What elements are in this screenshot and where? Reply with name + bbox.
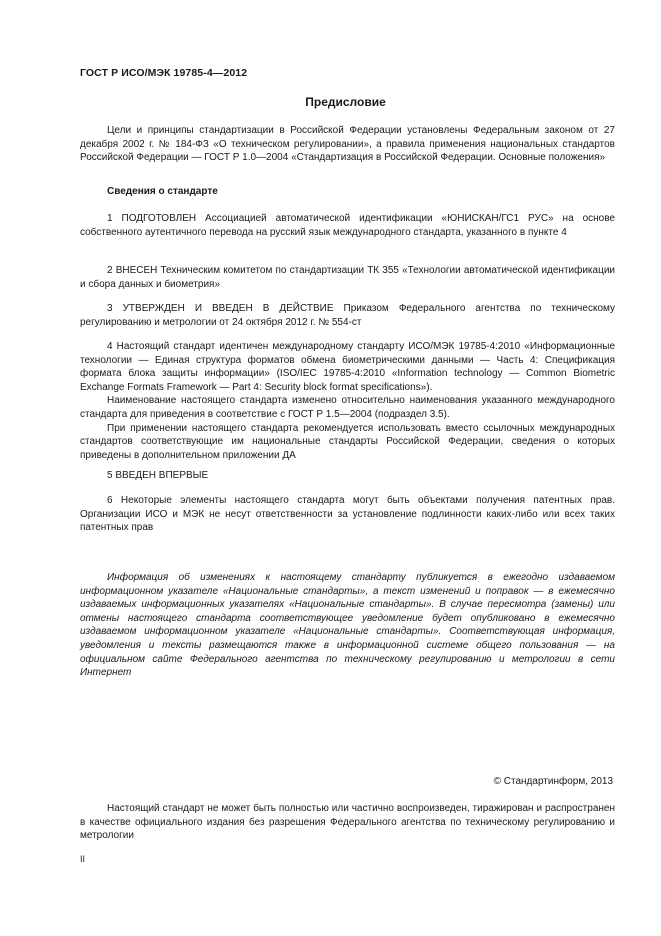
item-3-section bbox=[80, 302, 615, 329]
page-title: Предисловие bbox=[305, 95, 386, 109]
standard-info-heading: Сведения о стандарте bbox=[107, 186, 218, 197]
reproduction-notice-paragraph: Настоящий стандарт не может быть полностью или частично воспроизведен, тиражирован и распространен в качестве официального издания без разрешения Федерального агентства по техническому регулированию и метрологии bbox=[80, 803, 615, 842]
copyright-line: © Стандартинформ, 2013 bbox=[493, 776, 613, 787]
page-number: II bbox=[80, 854, 86, 864]
intro-section bbox=[80, 124, 615, 165]
item-4-section bbox=[80, 340, 615, 462]
item-4-paragraph: 4 Настоящий стандарт идентичен международному стандарту ИСО/МЭК 19785-4:2010 «Информационные технологии — Единая структура форматов обмена биометрическими данными — Часть 4: Спецификация формата блока защиты информации» (ISO/IEC 19785-4:2010 «Information technology — Common Biometric Exchange Formats Framework — Part 4: Security block format specifications»). bbox=[80, 341, 615, 393]
item-1-paragraph: 1 ПОДГОТОВЛЕН Ассоциацией автоматической идентификации «ЮНИСКАН/ГС1 РУС» на основе собственного аутентичного перевода на русский язык международного стандарта, указанного в пункте 4 bbox=[80, 213, 615, 238]
item-2-section bbox=[80, 264, 615, 291]
item-3-paragraph: 3 УТВЕРЖДЕН И ВВЕДЕН В ДЕЙСТВИЕ Приказом Федерального агентства по техническому регулированию и метрологии от 24 октября 2012 г. № 554-ст bbox=[80, 303, 615, 328]
document-id-header: ГОСТ Р ИСО/МЭК 19785-4—2012 bbox=[80, 67, 248, 79]
item-4-name-change-paragraph: Наименование настоящего стандарта изменено относительно наименования указанного международного стандарта для приведения в соответствие с ГОСТ Р 1.5—2004 (подраздел 3.5). bbox=[80, 395, 615, 420]
item-4-application-paragraph: При применении настоящего стандарта рекомендуется использовать вместо ссылочных международных стандартов соответствующие им национальные стандарты Российской Федерации, сведения о которых приведены в дополнительном приложении ДА bbox=[80, 422, 615, 461]
reproduction-notice-section bbox=[80, 802, 615, 843]
amendments-notice-section bbox=[80, 571, 615, 680]
item-2-paragraph: 2 ВНЕСЕН Техническим комитетом по стандартизации ТК 355 «Технологии автоматической идентификации и сбора данных и биометрия» bbox=[80, 265, 615, 290]
item-6-section bbox=[80, 494, 615, 535]
standard-info-heading-section bbox=[80, 185, 615, 199]
item-6-paragraph: 6 Некоторые элементы настоящего стандарта могут быть объектами получения патентных прав. Организации ИСО и МЭК не несут ответственности за установление подлинности каких-либо или всех таких патентных прав bbox=[80, 495, 615, 534]
item-1-section bbox=[80, 212, 615, 239]
item-5-paragraph: 5 ВВЕДЕН ВПЕРВЫЕ bbox=[107, 470, 209, 481]
intro-paragraph: Цели и принципы стандартизации в Российской Федерации установлены Федеральным законом от 27 декабря 2002 г. № 184-ФЗ «О техническом регулировании», а правила применения национальных стандартов Российской Федерации — ГОСТ Р 1.0—2004 «Стандартизация в Российской Федерации. Основные положения» bbox=[80, 125, 615, 164]
amendments-notice-paragraph: Информация об изменениях к настоящему стандарту публикуется в ежегодно издаваемом информационном указателе «Национальные стандарты», а текст изменений и поправок — в ежемесячно издаваемых информационных указателях «Национальные стандарты». В случае пересмотра (замены) или отмены настоящего стандарта соответствующее уведомление будет опубликовано в ежемесячно издаваемом информационном указателе «Национальные стандарты». Соответствующая информация, уведомления и тексты размещаются также в информационной системе общего пользования — на официальном сайте Федерального агентства по техническому регулированию и метрологии в сети Интернет bbox=[80, 572, 615, 679]
item-5-section bbox=[80, 469, 615, 483]
